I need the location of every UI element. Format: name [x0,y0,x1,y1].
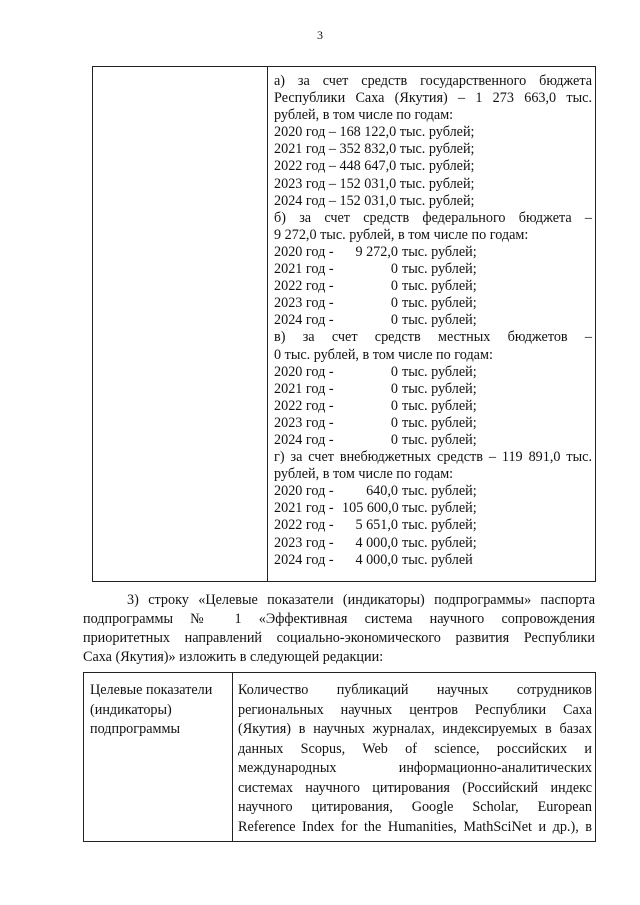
funding-d-head: рублей, в том числе по годам: [274,466,454,483]
indicators-text-line: научного цитирования, Google Scholar, European [238,799,592,815]
indicators-text-line: системах научного цитирования (Российский индекс [238,779,592,796]
table-column-divider [232,673,233,841]
funding-cell [274,73,592,569]
table-column-divider [267,67,268,581]
paragraph-line: 3) строку «Целевые показатели (индикаторы) подпрограммы» паспорта [127,592,595,608]
indicators-text-line: Количество публикаций научных сотрудников [238,682,592,698]
funding-b-head: б) за счет средств федерального бюджета – [274,209,592,226]
indicators-label-cell [90,681,230,740]
funding-a-row: 2023 год – 152 031,0 тыс. рублей; [274,175,475,192]
funding-d-row: 2022 год - 5 651,0 тыс. рублей; [274,517,477,534]
indicators-text-line: (Якутия) в научных журналах, индексируемых в базах [238,721,592,737]
paragraph-line: Саха (Якутия)» изложить в следующей редакции: [83,649,384,665]
paragraph-line: приоритетных направлений социально-экономического развития Республики [83,630,595,646]
funding-c-row: 2022 год - 0 тыс. рублей; [274,397,477,414]
funding-a-row: 2020 год – 168 122,0 тыс. рублей; [274,124,475,141]
funding-d-row: 2020 год - 640,0 тыс. рублей; [274,483,477,500]
indicators-table [83,672,596,842]
funding-c-row: 2020 год - 0 тыс. рублей; [274,363,477,380]
funding-d-head: г) за счет внебюджетных средств – 119 891,0 тыс. [274,449,592,466]
indicators-label: подпрограммы [90,721,180,737]
funding-a-head: а) за счет средств государственного бюджета [274,73,592,89]
indicators-label: Целевые показатели [90,682,213,698]
funding-b-row: 2020 год - 9 272,0 тыс. рублей; [274,243,477,260]
indicators-text-cell [238,681,592,837]
funding-b-head: 9 272,0 тыс. рублей, в том числе по годам: [274,226,529,243]
funding-c-row: 2024 год - 0 тыс. рублей; [274,431,477,448]
funding-a-head: Республики Саха (Якутия) – 1 273 663,0 тыс. [274,90,592,107]
indicators-text-line: Reference Index for the Humanities, MathSciNet и др.), в [238,818,592,835]
funding-a-row: 2024 год – 152 031,0 тыс. рублей; [274,192,475,209]
funding-b-row: 2021 год - 0 тыс. рублей; [274,261,477,278]
funding-a-row: 2022 год – 448 647,0 тыс. рублей; [274,158,475,175]
funding-a-head: рублей, в том числе по годам: [274,107,454,124]
indicators-text-line: региональных научных центров Республики Саха [238,701,592,718]
indicators-label: (индикаторы) [90,701,172,718]
funding-c-row: 2023 год - 0 тыс. рублей; [274,414,477,431]
funding-table [92,66,596,582]
funding-b-row: 2024 год - 0 тыс. рублей; [274,312,477,329]
amendment-paragraph [83,591,595,667]
funding-a-row: 2021 год – 352 832,0 тыс. рублей; [274,141,475,158]
funding-c-head: 0 тыс. рублей, в том числе по годам: [274,346,493,363]
funding-b-row: 2022 год - 0 тыс. рублей; [274,278,477,295]
indicators-text-line: международных информационно-аналитических [238,760,592,776]
funding-d-row: 2021 год - 105 600,0 тыс. рублей; [274,500,477,517]
funding-d-row: 2024 год - 4 000,0 тыс. рублей [274,551,473,568]
paragraph-line: подпрограммы № 1 «Эффективная система научного сопровождения [83,611,595,627]
funding-d-row: 2023 год - 4 000,0 тыс. рублей; [274,534,477,551]
funding-c-head: в) за счет средств местных бюджетов – [274,329,592,346]
funding-c-row: 2021 год - 0 тыс. рублей; [274,380,477,397]
indicators-text-line: данных Scopus, Web of science, российских и [238,740,592,757]
page-number: 3 [317,28,323,42]
funding-b-row: 2023 год - 0 тыс. рублей; [274,295,477,312]
